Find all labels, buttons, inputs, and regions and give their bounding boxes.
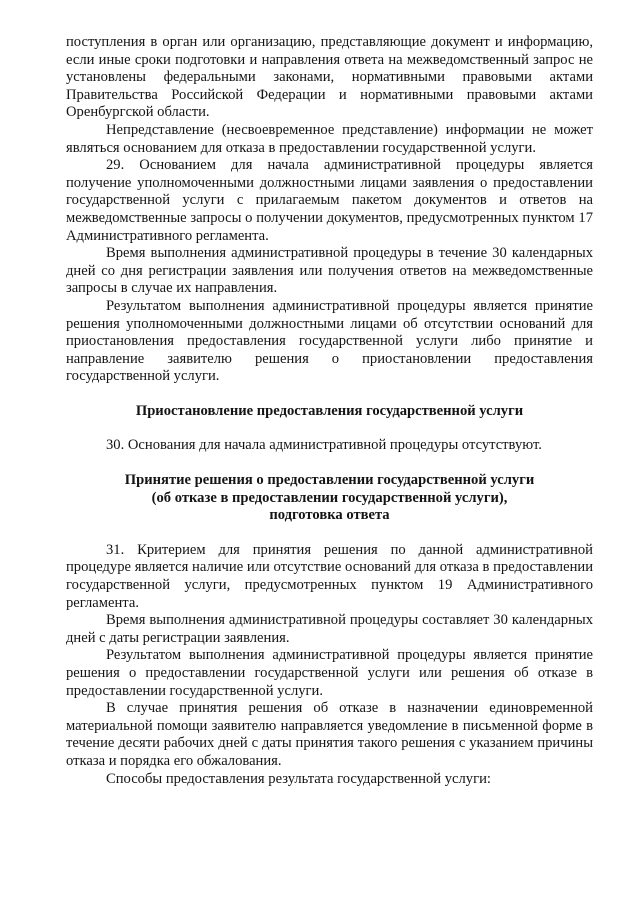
paragraph-decision-result: Результатом выполнения административной процедуры является принятие решения о предоставлении государственной услуги или решения об отказе в предоставлении государственной услуги. (66, 647, 593, 699)
heading-suspension: Приостановление предоставления государственной услуги (135, 402, 524, 419)
heading-decision-line-3: подготовка ответа (269, 507, 390, 524)
paragraph-decision-time: Время выполнения административной процедуры составляет 30 календарных дней с даты регистрации заявления. (66, 612, 593, 646)
heading-decision-line-2: (об отказе в предоставлении государственной услуги), (151, 489, 508, 506)
paragraph-suspension-result: Результатом выполнения административной процедуры является принятие решения уполномоченными должностными лицами об отсутствии оснований для приостановления предоставления государственной услуги либо принятие и направление заявителю решения о приостановлении предоставления государственной услуги. (66, 297, 593, 385)
paragraph-item-30: 30. Основания для начала административной процедуры отсутствуют. (106, 437, 542, 454)
paragraph-request-deadline: поступления в орган или организацию, представляющие документ и информацию, если иные сроки подготовки и направления ответа на межведомственный запрос не установлены федеральными законами, нормативными правовыми актами Правительства Российской Федерации и нормативными правовыми актами Оренбургской области. (66, 34, 593, 121)
paragraph-refusal-notice: В случае принятия решения об отказе в назначении единовременной материальной помощи заявителю направляется уведомление в письменной форме в течение десяти рабочих дней с даты принятия такого решения с указанием причины отказа и порядка его обжалования. (66, 700, 593, 769)
paragraph-result-methods: Способы предоставления результата государственной услуги: (106, 770, 491, 787)
heading-decision-line-1: Принятие решения о предоставлении государственной услуги (124, 472, 535, 489)
paragraph-execution-time-30-days: Время выполнения административной процедуры в течение 30 календарных дней со дня регистрации заявления или получения ответов на межведомственные запросы в случае их направления. (66, 245, 593, 297)
paragraph-non-submission: Непредставление (несвоевременное представление) информации не может являться основанием для отказа в предоставлении государственной услуги. (66, 121, 593, 156)
paragraph-item-29: 29. Основанием для начала административной процедуры является получение уполномоченными должностными лицами заявления о предоставлении государственной услуги с прилагаемым пакетом документов и ответов на межведомственные запросы о получении документов, предусмотренных пунктом 17 Административного регламента. (66, 157, 593, 244)
paragraph-item-31: 31. Критерием для принятия решения по данной административной процедуре является наличие или отсутствие оснований для отказа в предоставлении государственной услуги, предусмотренных пунктом 19 Административного регламента. (66, 541, 593, 611)
heading-decision (66, 472, 593, 525)
